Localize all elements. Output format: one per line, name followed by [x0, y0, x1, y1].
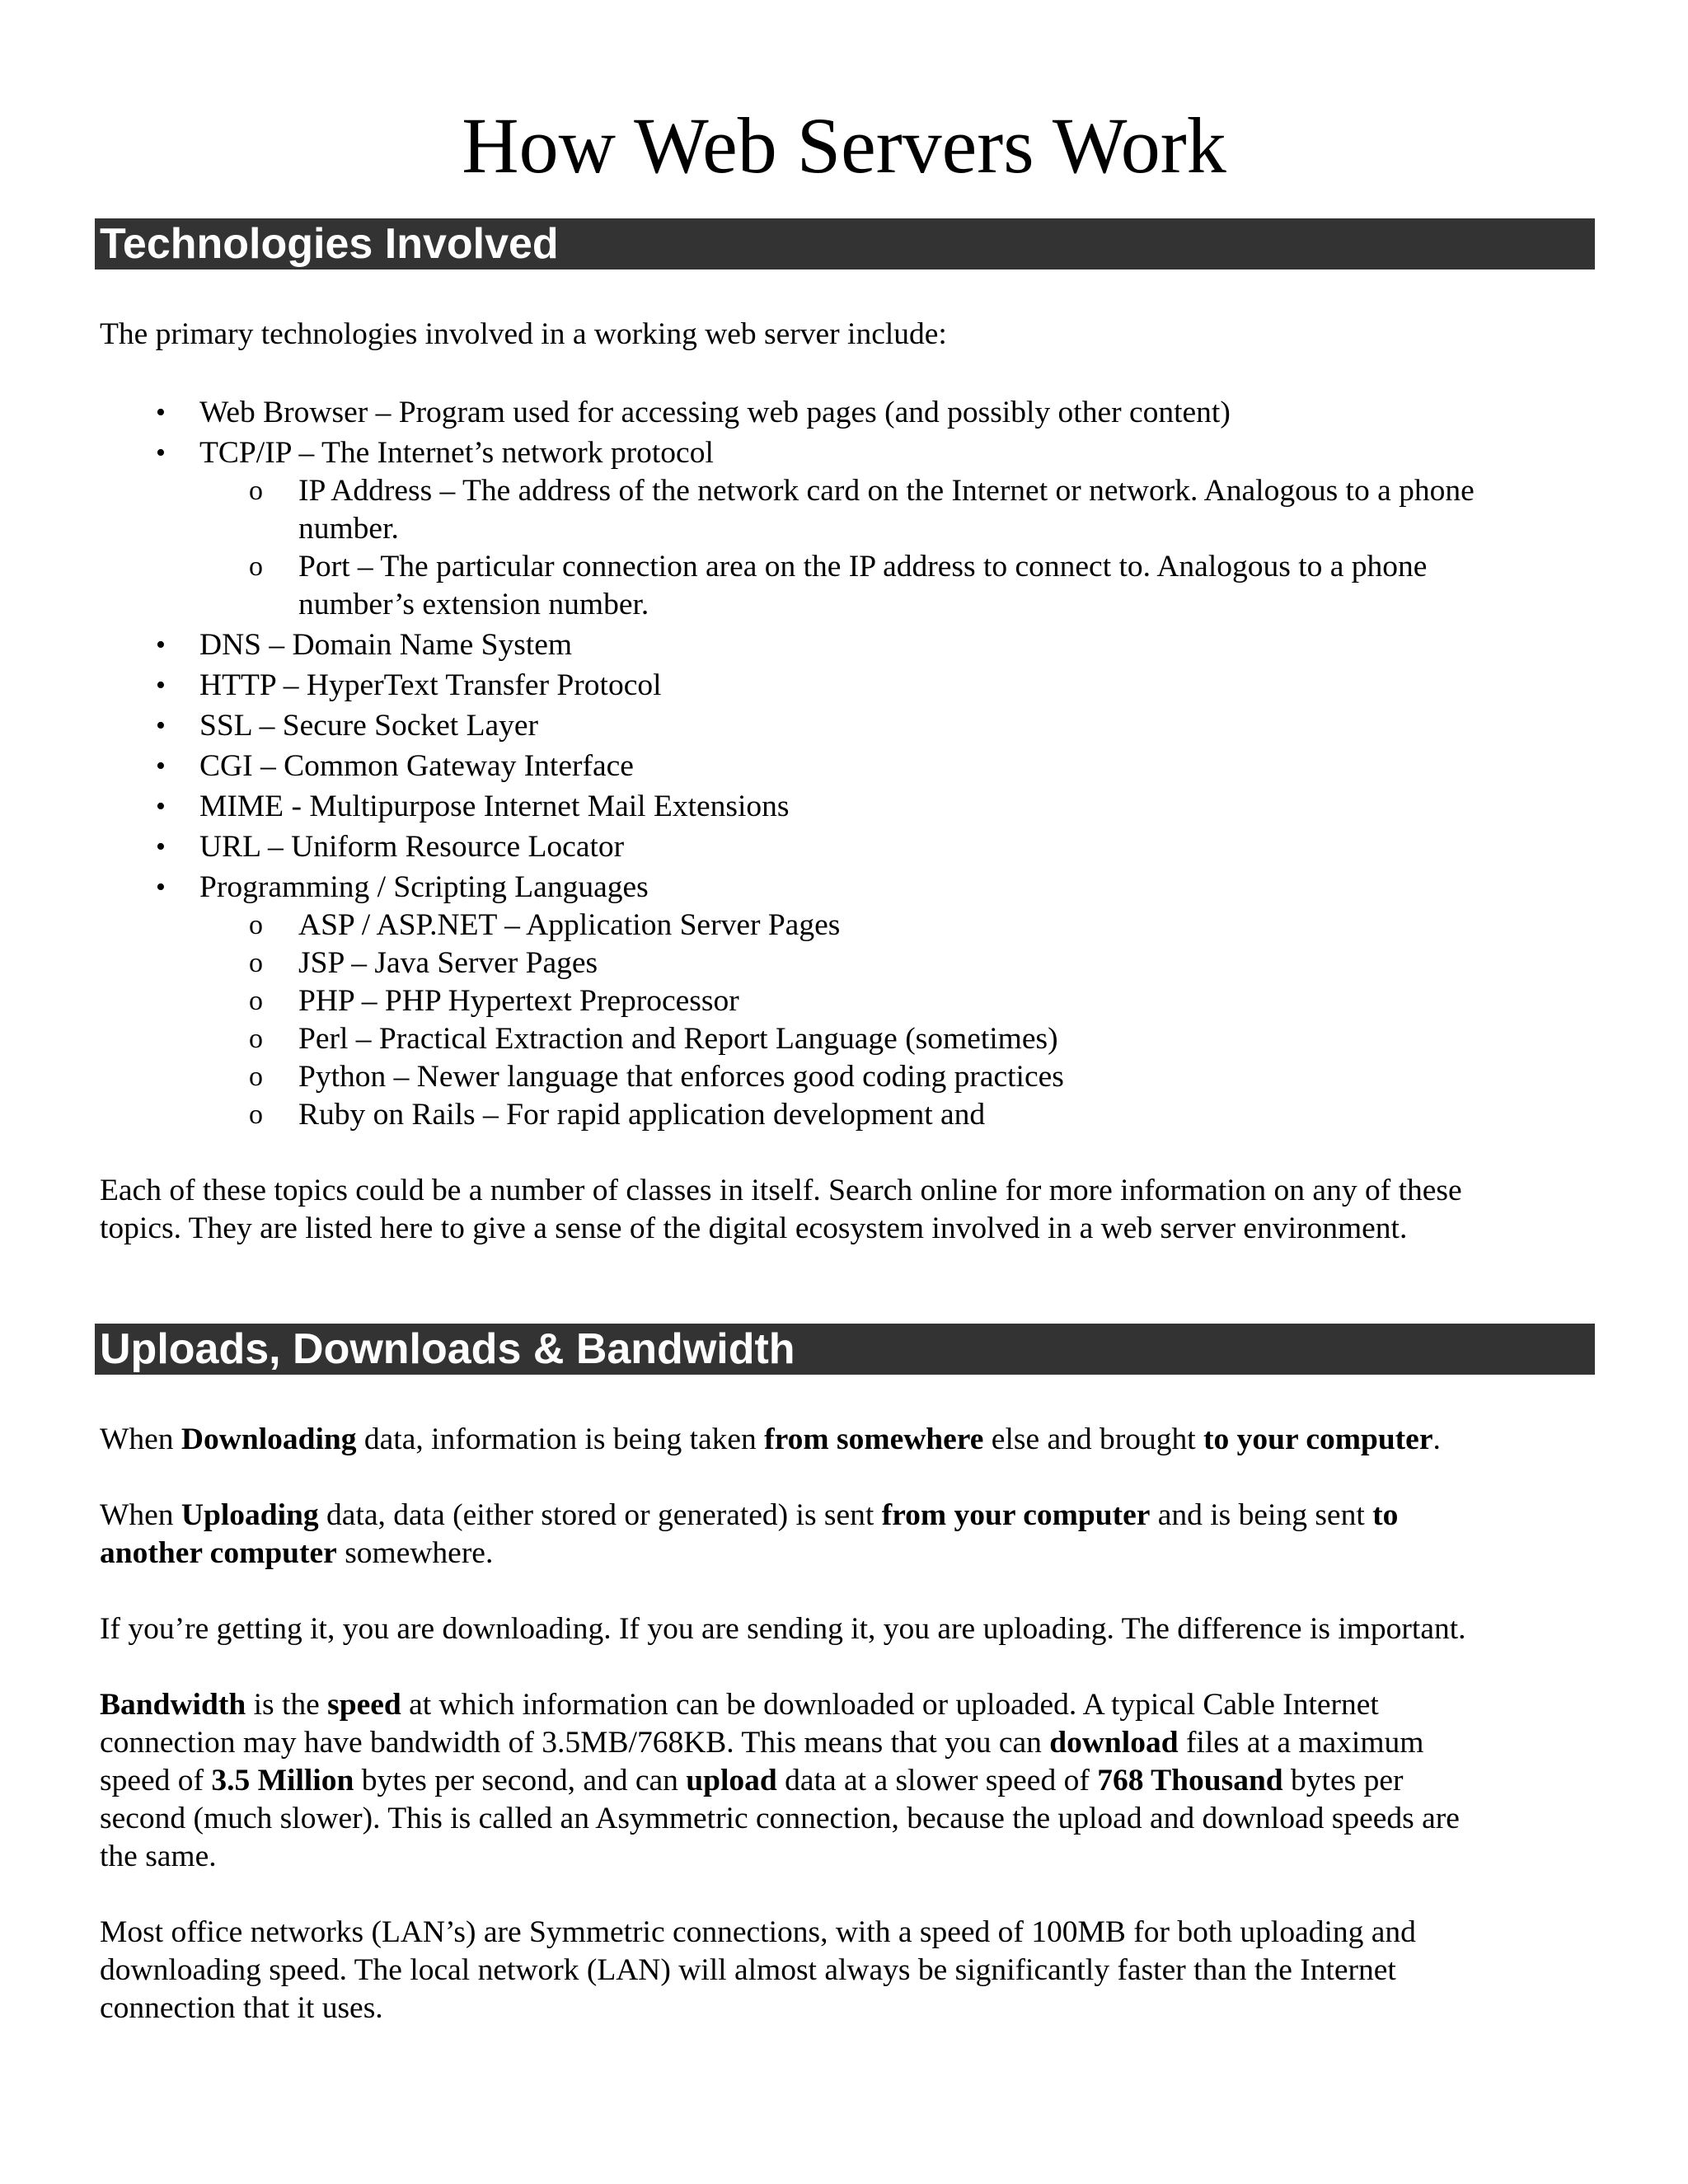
sub-list-item: Python – Newer language that enforces good coding practices — [298, 1060, 1064, 1094]
page-title: How Web Servers Work — [462, 101, 1226, 190]
list-item: Programming / Scripting Languages — [199, 870, 649, 904]
sub-bullet-icon: o — [249, 1062, 263, 1092]
list-item: HTTP – HyperText Transfer Protocol — [199, 668, 662, 702]
uploading-paragraph-line2: another computer somewhere. — [100, 1536, 494, 1570]
lan-paragraph-line: downloading speed. The local network (LAN) will almost always be significantly faster than the Internet — [100, 1953, 1396, 1987]
lan-paragraph-line: Most office networks (LAN’s) are Symmetric connections, with a speed of 100MB for both uploading and — [100, 1915, 1416, 1949]
sub-bullet-icon: o — [249, 476, 263, 506]
sub-bullet-icon: o — [249, 1099, 263, 1130]
bullet-icon: • — [156, 791, 166, 822]
bandwidth-paragraph-line: connection may have bandwidth of 3.5MB/768KB. This means that you can download files at a maximum — [100, 1726, 1424, 1760]
outro-paragraph-line: Each of these topics could be a number of classes in itself. Search online for more information on any of these — [100, 1174, 1462, 1207]
sub-bullet-icon: o — [249, 948, 263, 978]
sub-bullet-icon: o — [249, 551, 263, 582]
sub-list-item-continuation: number’s extension number. — [298, 588, 649, 621]
bandwidth-paragraph-line: the same. — [100, 1840, 217, 1873]
lan-paragraph-line: connection that it uses. — [100, 1991, 383, 2025]
sub-list-item: Perl – Practical Extraction and Report Language (sometimes) — [298, 1022, 1058, 1056]
section-heading-technologies: Technologies Involved — [95, 218, 1595, 269]
sub-list-item: Ruby on Rails – For rapid application development and — [298, 1098, 986, 1132]
sub-list-item: ASP / ASP.NET – Application Server Pages — [298, 908, 841, 942]
bullet-icon: • — [156, 872, 166, 902]
bullet-icon: • — [156, 630, 166, 660]
list-item: Web Browser – Program used for accessing web pages (and possibly other content) — [199, 396, 1231, 429]
bandwidth-paragraph-line: speed of 3.5 Million bytes per second, and can upload data at a slower speed of 768 Thousand bytes per — [100, 1764, 1404, 1797]
list-item: SSL – Secure Socket Layer — [199, 709, 538, 743]
sub-list-item: JSP – Java Server Pages — [298, 946, 598, 980]
sub-list-item-continuation: number. — [298, 512, 399, 546]
sub-list-item: IP Address – The address of the network card on the Internet or network. Analogous to a phone — [298, 474, 1475, 508]
bullet-icon: • — [156, 832, 166, 862]
bullet-icon: • — [156, 710, 166, 741]
list-item: MIME - Multipurpose Internet Mail Extensions — [199, 790, 790, 823]
sub-list-item: Port – The particular connection area on the IP address to connect to. Analogous to a phone — [298, 550, 1428, 583]
sub-bullet-icon: o — [249, 910, 263, 940]
list-item: DNS – Domain Name System — [199, 628, 573, 662]
bullet-icon: • — [156, 670, 166, 701]
sub-bullet-icon: o — [249, 986, 263, 1016]
list-item: TCP/IP – The Internet’s network protocol — [199, 436, 714, 470]
bandwidth-paragraph-line: Bandwidth is the speed at which information can be downloaded or uploaded. A typical Cable Internet — [100, 1688, 1379, 1722]
downloading-paragraph: When Downloading data, information is being taken from somewhere else and brought to your computer. — [100, 1422, 1441, 1456]
difference-paragraph: If you’re getting it, you are downloading. If you are sending it, you are uploading. The difference is important. — [100, 1612, 1466, 1646]
list-item: CGI – Common Gateway Interface — [199, 749, 634, 783]
bullet-icon: • — [156, 438, 166, 468]
uploading-paragraph: When Uploading data, data (either stored or generated) is sent from your computer and is being sent to — [100, 1498, 1399, 1532]
section-heading-bandwidth: Uploads, Downloads & Bandwidth — [95, 1324, 1595, 1375]
intro-paragraph: The primary technologies involved in a working web server include: — [100, 317, 947, 351]
sub-list-item: PHP – PHP Hypertext Preprocessor — [298, 984, 739, 1018]
bullet-icon: • — [156, 751, 166, 781]
sub-bullet-icon: o — [249, 1024, 263, 1054]
bullet-icon: • — [156, 397, 166, 428]
bandwidth-paragraph-line: second (much slower). This is called an Asymmetric connection, because the upload and download speeds are — [100, 1802, 1460, 1835]
list-item: URL – Uniform Resource Locator — [199, 830, 625, 864]
outro-paragraph-line: topics. They are listed here to give a sense of the digital ecosystem involved in a web server environment. — [100, 1212, 1408, 1245]
